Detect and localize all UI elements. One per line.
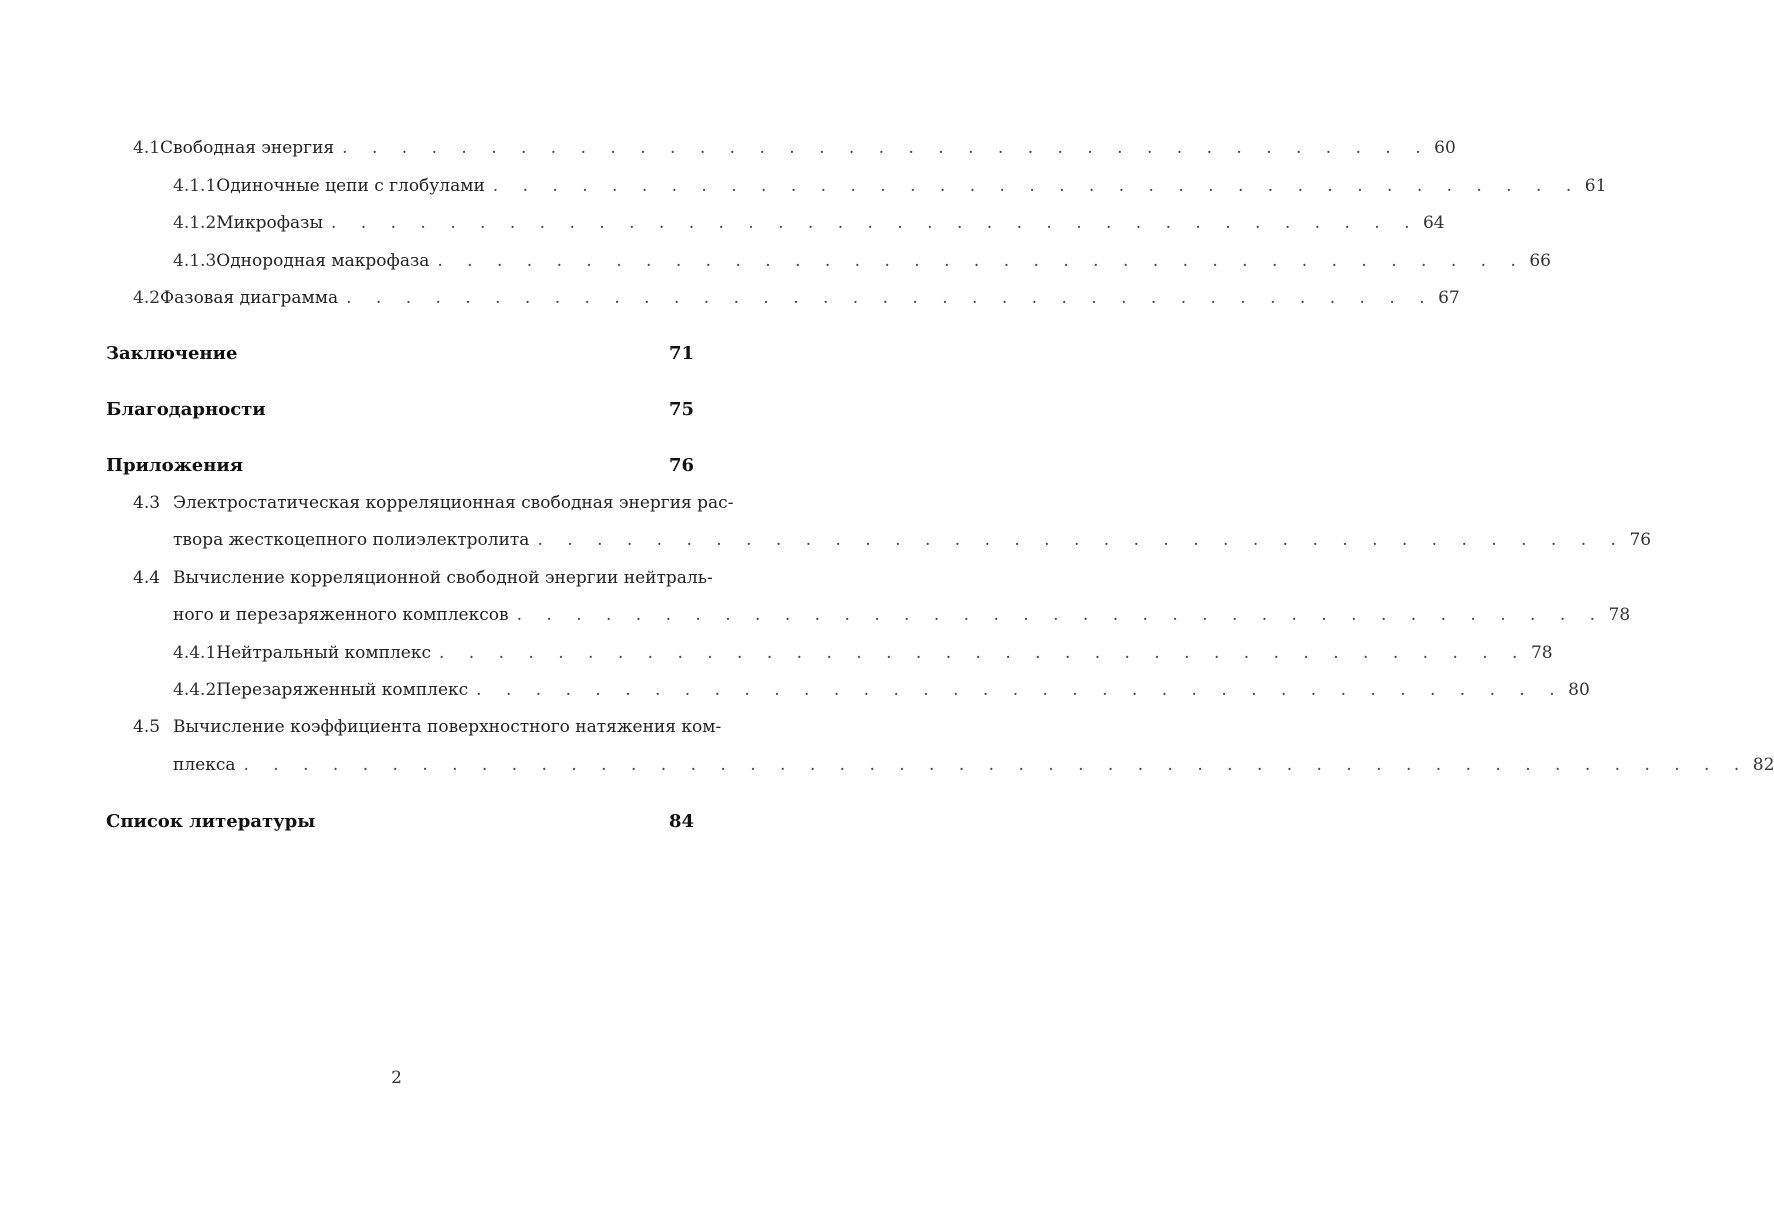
toc-entry-title: Перезаряженный комплекс bbox=[216, 680, 469, 700]
leader-dots: . . . . . . . . . . . . . . . . . . . . . . . . . . . . . . . . . . . . . bbox=[437, 251, 1526, 271]
toc-chapter-conclusion[interactable] bbox=[106, 343, 694, 364]
toc-entry-title: Однородная макрофаза bbox=[216, 251, 430, 271]
toc-entry-page: 67 bbox=[1438, 288, 1460, 308]
toc-chapter-references[interactable] bbox=[106, 811, 694, 832]
toc-chapter-title: Приложения bbox=[106, 455, 244, 476]
toc-entry-page: 60 bbox=[1434, 138, 1456, 158]
toc-entry-title-line2: твора жесткоцепного полиэлектролита bbox=[173, 530, 530, 550]
leader-dots: . . . . . . . . . . . . . . . . . . . . . . . . . . . . . . . . . . . . . bbox=[438, 643, 1527, 663]
toc-entry-page: 78 bbox=[1608, 605, 1631, 625]
toc-entry-number: 4.1 bbox=[133, 138, 161, 158]
toc-entry-4-4-1[interactable] bbox=[173, 643, 1553, 663]
toc-entry-page: 80 bbox=[1568, 680, 1590, 700]
toc-entry-title: Одиночные цепи с глобулами bbox=[216, 176, 485, 196]
toc-entry-number: 4.4.1 bbox=[173, 643, 217, 663]
toc-chapter-title: Список литературы bbox=[106, 811, 316, 832]
toc-entry-number: 4.3 bbox=[133, 493, 161, 513]
leader-dots: . . . . . . . . . . . . . . . . . . . . . . . . . . . . . . . . . . . . . bbox=[476, 680, 1565, 700]
leader-dots: . . . . . . . . . . . . . . . . . . . . . . . . . . . . . . . . . . . . . bbox=[516, 605, 1605, 625]
toc-entry-number: 4.1.1 bbox=[173, 176, 217, 196]
toc-chapter-page: 75 bbox=[668, 399, 694, 420]
toc-entry-page: 61 bbox=[1584, 176, 1607, 196]
toc-entry-title-line1: Электростатическая корреляционная свободная энергия рас- bbox=[173, 493, 734, 513]
toc-chapter-appendices[interactable] bbox=[106, 455, 694, 476]
toc-entry-number: 4.4 bbox=[133, 568, 161, 588]
leader-dots: . . . . . . . . . . . . . . . . . . . . . . . . . . . . . . . . . . . . . bbox=[492, 176, 1581, 196]
toc-entry-page: 66 bbox=[1529, 251, 1551, 271]
toc-entry-title-line1: Вычисление корреляционной свободной энергии нейтраль- bbox=[173, 568, 713, 588]
toc-entry-4-1[interactable] bbox=[133, 138, 1456, 158]
leader-dots: . . . . . . . . . . . . . . . . . . . . . . . . . . . . . . . . . . . . . . . . . . . . . . . . . . . bbox=[243, 755, 1749, 775]
toc-entry-4-1-3[interactable] bbox=[173, 251, 1551, 271]
toc-entry-title: Свободная энергия bbox=[160, 138, 335, 158]
page-number: 2 bbox=[391, 1068, 402, 1088]
toc-entry-title-line2: плекса bbox=[173, 755, 236, 775]
leader-dots: . . . . . . . . . . . . . . . . . . . . . . . . . . . . . . . . . . . . . bbox=[537, 530, 1626, 550]
leader-dots: . . . . . . . . . . . . . . . . . . . . . . . . . . . . . . . . . . . . . bbox=[342, 138, 1431, 158]
toc-entry-number: 4.1.3 bbox=[173, 251, 217, 271]
toc-entry-page: 64 bbox=[1422, 213, 1445, 233]
toc-entry-4-1-2[interactable] bbox=[173, 213, 1445, 233]
toc-entry-4-4-2[interactable] bbox=[173, 680, 1590, 700]
toc-entry-page: 76 bbox=[1629, 530, 1652, 550]
toc-entry-title: Нейтральный комплекс bbox=[216, 643, 431, 663]
toc-entry-4-1-1[interactable] bbox=[173, 176, 1607, 196]
toc-entry-title: Микрофазы bbox=[216, 213, 323, 233]
toc-chapter-page: 71 bbox=[668, 343, 694, 364]
toc-chapter-title: Благодарности bbox=[106, 399, 266, 420]
toc-entry-number: 4.5 bbox=[133, 717, 161, 737]
toc-chapter-page: 84 bbox=[668, 811, 694, 832]
toc-entry-page: 78 bbox=[1530, 643, 1553, 663]
toc-entry-number: 4.2 bbox=[133, 288, 161, 308]
toc-chapter-title: Заключение bbox=[106, 343, 238, 364]
leader-dots: . . . . . . . . . . . . . . . . . . . . . . . . . . . . . . . . . . . . . bbox=[331, 213, 1419, 233]
toc-chapter-page: 76 bbox=[668, 455, 694, 476]
leader-dots: . . . . . . . . . . . . . . . . . . . . . . . . . . . . . . . . . . . . . bbox=[346, 288, 1435, 308]
toc-entry-page: 82 bbox=[1752, 755, 1774, 775]
toc-entry-number: 4.4.2 bbox=[173, 680, 217, 700]
toc-entry-title: Фазовая диаграмма bbox=[160, 288, 339, 308]
toc-entry-title-line2: ного и перезаряженного комплексов bbox=[173, 605, 509, 625]
toc-entry-number: 4.1.2 bbox=[173, 213, 217, 233]
toc-entry-4-2[interactable] bbox=[133, 288, 1460, 308]
toc-chapter-acknowledgements[interactable] bbox=[106, 399, 694, 420]
toc-entry-title-line1: Вычисление коэффициента поверхностного натяжения ком- bbox=[173, 717, 722, 737]
